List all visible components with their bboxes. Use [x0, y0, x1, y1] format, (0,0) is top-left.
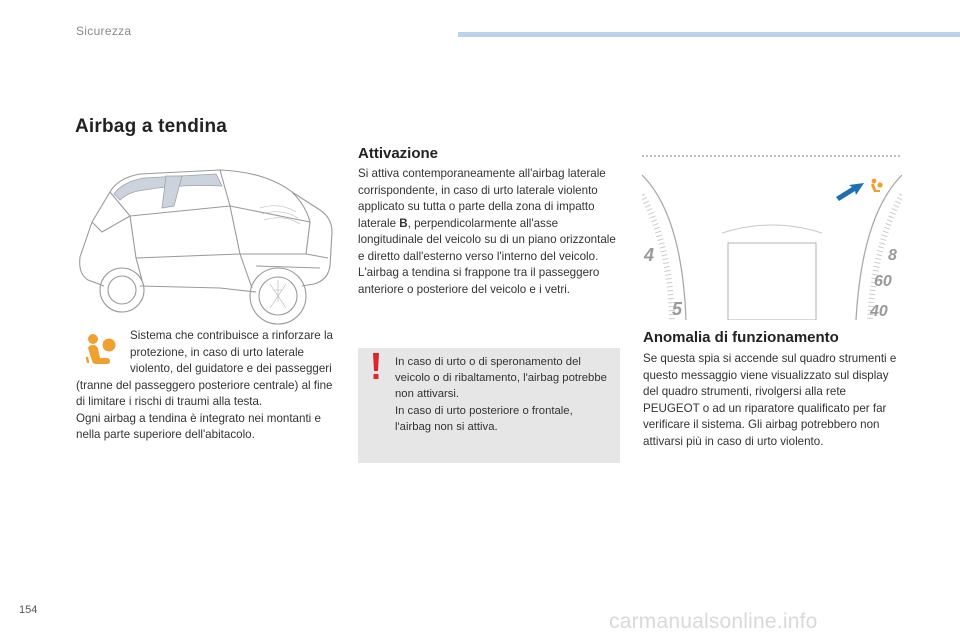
activation-text-part2: , perpendicolarmente all'asse longitudinale del veicolo su di un piano orizzontale e diretto dall'esterno verso l'interno del veicolo.	[358, 216, 616, 263]
page-number: 154	[19, 604, 38, 616]
right-tick-8: 8	[888, 247, 897, 264]
malfunction-heading: Anomalia di funzionamento	[643, 329, 839, 346]
header-bar	[458, 32, 960, 37]
left-tick-5: 5	[672, 299, 683, 319]
zone-letter: B	[399, 216, 408, 230]
left-tick-4: 4	[644, 245, 655, 265]
activation-paragraph-2: L'airbag a tendina si frappone tra il passeggero anteriore o posteriore del veicolo e i vetri.	[358, 266, 600, 296]
left-column-text	[76, 328, 342, 444]
watermark: carmanualsonline.info	[609, 610, 818, 633]
left-paragraph-2: Ogni airbag a tendina è integrato nei montanti e nella parte superiore dell'abitacolo.	[76, 411, 321, 441]
section-label: Sicurezza	[76, 24, 132, 38]
malfunction-text	[643, 351, 905, 450]
activation-heading: Attivazione	[358, 145, 439, 162]
exclamation-icon	[370, 352, 382, 380]
instrument-cluster-illustration	[642, 155, 902, 320]
left-paragraph-1: Sistema che contribuisce a rinforzare la protezione, in caso di urto laterale violento, del guidatore e dei passeggeri (tranne del passeggero posteriore centrale) al fine di limitare i rischi di traumi alla testa.	[76, 329, 333, 408]
activation-text-part1: Si attiva contemporaneamente all'airbag laterale corrispondente, in caso di urto laterale violento applicato su tutta o parte della zona di impatto laterale	[358, 167, 606, 230]
page-title: Airbag a tendina	[75, 116, 228, 137]
warning-paragraph-1: In caso di urto o di speronamento del veicolo o di ribaltamento, l'airbag potrebbe non attivarsi.	[395, 356, 607, 401]
warning-text	[395, 354, 610, 435]
activation-paragraph-1	[358, 166, 620, 265]
activation-text	[358, 166, 620, 298]
warning-paragraph-2: In caso di urto posteriore o frontale, l'airbag non si attiva.	[395, 404, 573, 433]
malfunction-paragraph: Se questa spia si accende sul quadro strumenti e questo messaggio viene visualizzato sul display del quadro strumenti, rivolgersi alla rete PEUGEOT o ad un riparatore qualificato per far verificare il sistema. Gli airbag potrebbero non attivarsi più in caso di urto violento.	[643, 352, 897, 448]
right-tick-40: 40	[870, 303, 888, 320]
car-illustration	[70, 162, 338, 330]
right-tick-60: 60	[874, 273, 892, 290]
